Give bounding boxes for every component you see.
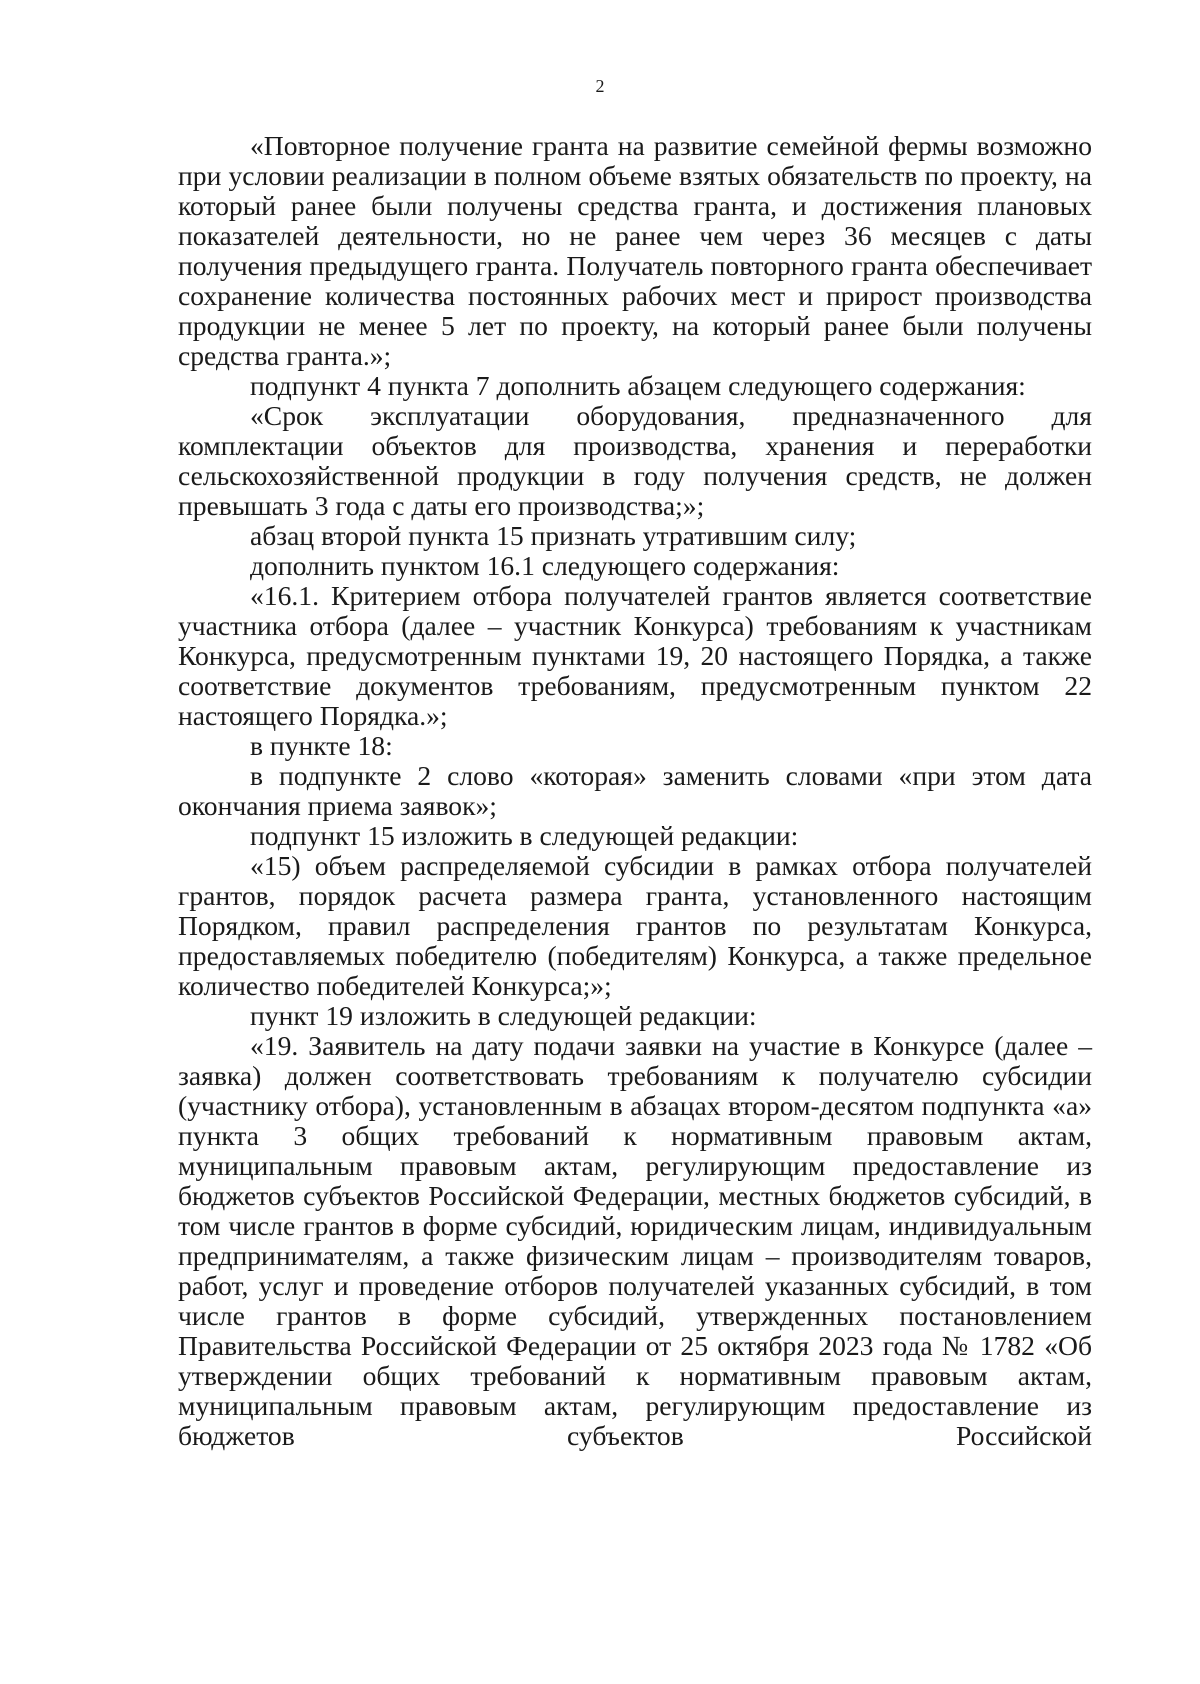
paragraph-add-item-16-1: дополнить пунктом 16.1 следующего содержания: <box>250 550 840 581</box>
paragraph-subclause-4-item-7: подпункт 4 пункта 7 дополнить абзацем следующего содержания: <box>250 370 1026 401</box>
paragraph-item-16-1-text: «16.1. Критерием отбора получателей грантов является соответствие участника отбора (далее – участник Конкурса) требованиям к участникам Конкурса, предусмотренным пунктами 19, 20 настоящего Порядка, а также соответствие документов требованиям, предусмотренным пунктом 22 настоящего Порядка.»; <box>178 580 1092 731</box>
paragraph-item-15-void: абзац второй пункта 15 признать утратившим силу; <box>250 520 857 551</box>
paragraph-item-19-intro: пункт 19 изложить в следующей редакции: <box>250 1000 757 1031</box>
paragraph-item-18: в пункте 18: <box>250 730 393 761</box>
paragraph-item-19-text: «19. Заявитель на дату подачи заявки на участие в Конкурсе (далее – заявка) должен соответствовать требованиям к получателю субсидии (участнику отбора), установленным в абзацах втором-десятом подпункта «а» пункта 3 общих требований к нормативным правовым актам, муниципальным правовым актам, регулирующим предоставление из бюджетов субъектов Российской Федерации, местных бюджетов субсидий, в том числе грантов в форме субсидий, юридическим лицам, индивидуальным предпринимателям, а также физическим лицам – производителям товаров, работ, услуг и проведение отборов получателей указанных субсидий, в том числе грантов в форме субсидий, утвержденных постановлением Правительства Российской Федерации от 25 октября 2023 года № 1782 «Об утверждении общих требований к нормативным правовым актам, муниципальным правовым актам, регулирующим предоставление из бюджетов субъектов Российской <box>178 1030 1092 1451</box>
paragraph-repeat-grant: «Повторное получение гранта на развитие семейной фермы возможно при условии реализации в полном объеме взятых обязательств по проекту, на который ранее были получены средства гранта, и достижения плановых показателей деятельности, но не ранее чем через 36 месяцев с даты получения предыдущего гранта. Получатель повторного гранта обеспечивает сохранение количества постоянных рабочих мест и прирост производства продукции не менее 5 лет по проекту, на который ранее были получены средства гранта.»; <box>178 130 1092 371</box>
page-number: 2 <box>595 76 605 96</box>
paragraph-subclause-15-intro: подпункт 15 изложить в следующей редакции: <box>250 820 799 851</box>
paragraph-subclause-15-text: «15) объем распределяемой субсидии в рамках отбора получателей грантов, порядок расчета размера гранта, установленного настоящим Порядком, правил распределения грантов по результатам Конкурса, предоставляемых победителю (победителям) Конкурса, а также предельное количество победителей Конкурса;»; <box>178 850 1092 1001</box>
paragraph-subclause-2: в подпункте 2 слово «которая» заменить словами «при этом дата окончания приема заявок»; <box>178 760 1092 821</box>
document-body <box>178 131 1092 1451</box>
paragraph-equipment-term: «Срок эксплуатации оборудования, предназначенного для комплектации объектов для производства, хранения и переработки сельскохозяйственной продукции в году получения средств, не должен превышать 3 года с даты его производства;»; <box>178 400 1092 521</box>
